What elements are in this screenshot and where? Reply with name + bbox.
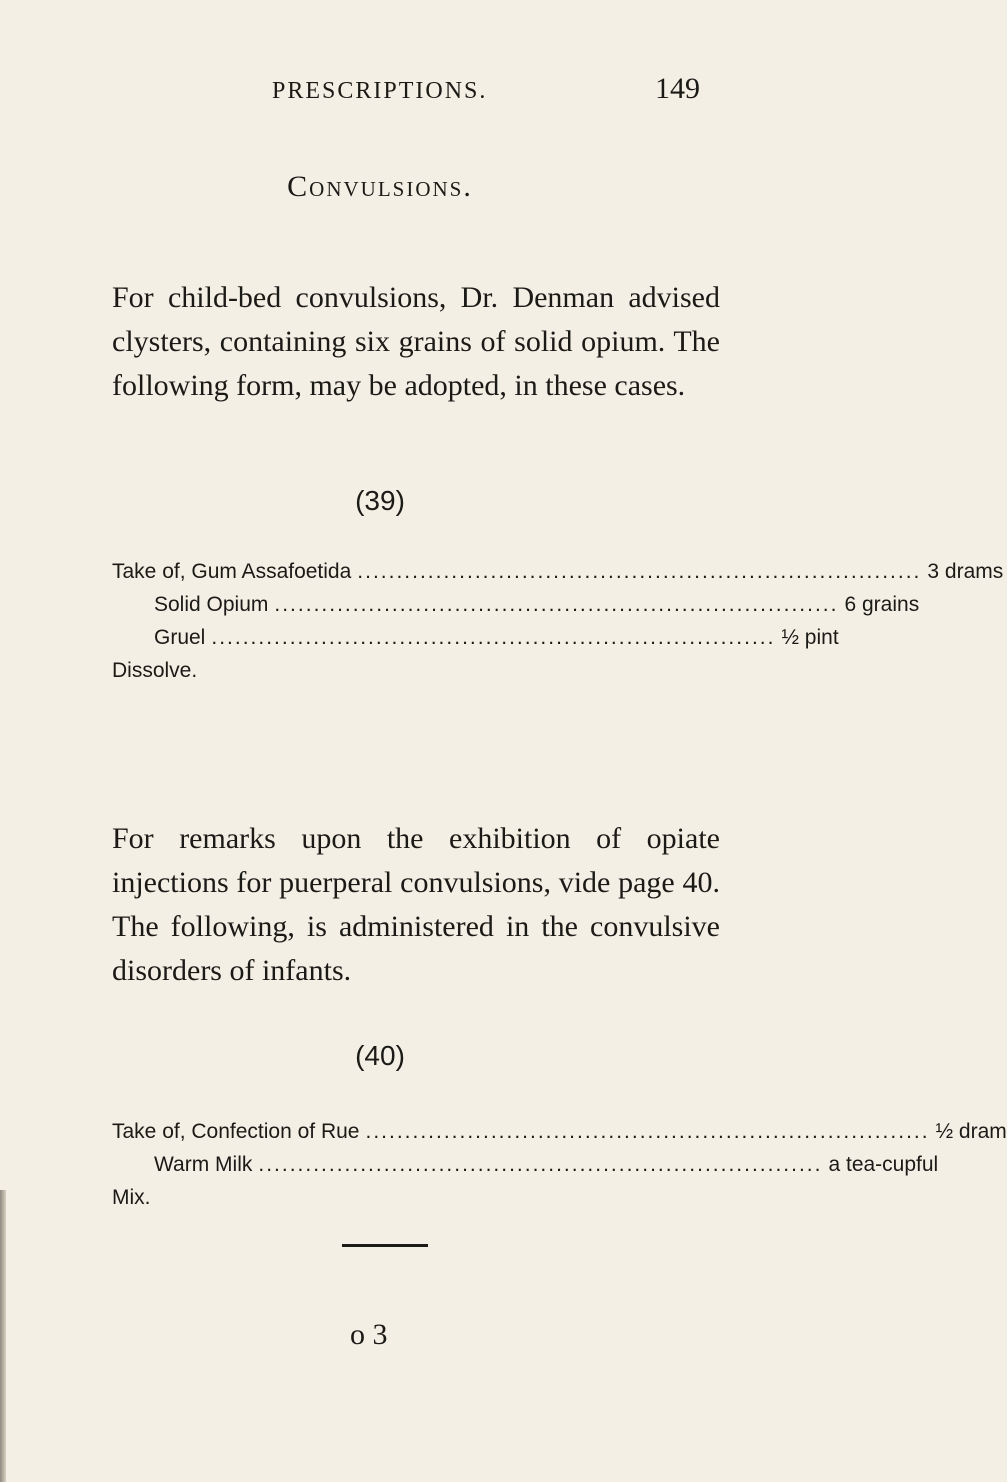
leader-dots: ........................................................................ bbox=[357, 560, 922, 583]
paragraph-intro: For child-bed convulsions, Dr. Denman advised clysters, containing six grains of solid opium. The following form, may be adopted, in these cases. bbox=[112, 281, 720, 402]
ingredient-quantity: ½ dram bbox=[935, 1120, 1007, 1143]
ingredient-name: Gruel bbox=[154, 626, 206, 649]
ingredient-quantity: 3 drams bbox=[927, 560, 1004, 583]
prescription-line bbox=[112, 1120, 1007, 1153]
signature-mark: o 3 bbox=[350, 1318, 388, 1351]
prescription-line bbox=[112, 560, 1004, 593]
ingredient-name: Warm Milk bbox=[154, 1153, 253, 1176]
leader-dots: ........................................................................ bbox=[274, 593, 839, 616]
ingredient-name: Take of, Confection of Rue bbox=[112, 1120, 360, 1143]
paragraph-remarks: For remarks upon the exhibition of opiate injections for puerperal convulsions, vide page 40. The following, is administered in the convulsive disorders of infants. bbox=[112, 822, 720, 987]
page-number: 149 bbox=[655, 72, 700, 105]
prescription-40 bbox=[112, 1120, 1007, 1219]
running-head: PRESCRIPTIONS. bbox=[272, 78, 488, 104]
leader-dots: ........................................................................ bbox=[258, 1153, 823, 1176]
prescription-39 bbox=[112, 560, 1004, 692]
ingredient-quantity: ½ pint bbox=[781, 626, 839, 649]
prescription-line bbox=[112, 593, 920, 626]
prescription-line bbox=[112, 626, 839, 659]
ingredient-name: Solid Opium bbox=[154, 593, 269, 616]
prescription-closing: Mix. bbox=[112, 1186, 151, 1209]
prescription-line bbox=[112, 1153, 939, 1186]
leader-dots: ........................................................................ bbox=[211, 626, 776, 649]
prescription-number-39: (39) bbox=[355, 485, 405, 516]
leader-dots: ........................................................................ bbox=[365, 1120, 930, 1143]
page-edge-shadow bbox=[0, 1190, 6, 1482]
prescription-closing: Dissolve. bbox=[112, 659, 198, 682]
ingredient-quantity: a tea-cupful bbox=[828, 1153, 939, 1176]
ingredient-name: Take of, Gum Assafoetida bbox=[112, 560, 352, 583]
ingredient-quantity: 6 grains bbox=[844, 593, 920, 616]
section-title: Convulsions. bbox=[287, 170, 473, 203]
prescription-number-40: (40) bbox=[355, 1040, 405, 1071]
section-divider bbox=[342, 1244, 428, 1247]
